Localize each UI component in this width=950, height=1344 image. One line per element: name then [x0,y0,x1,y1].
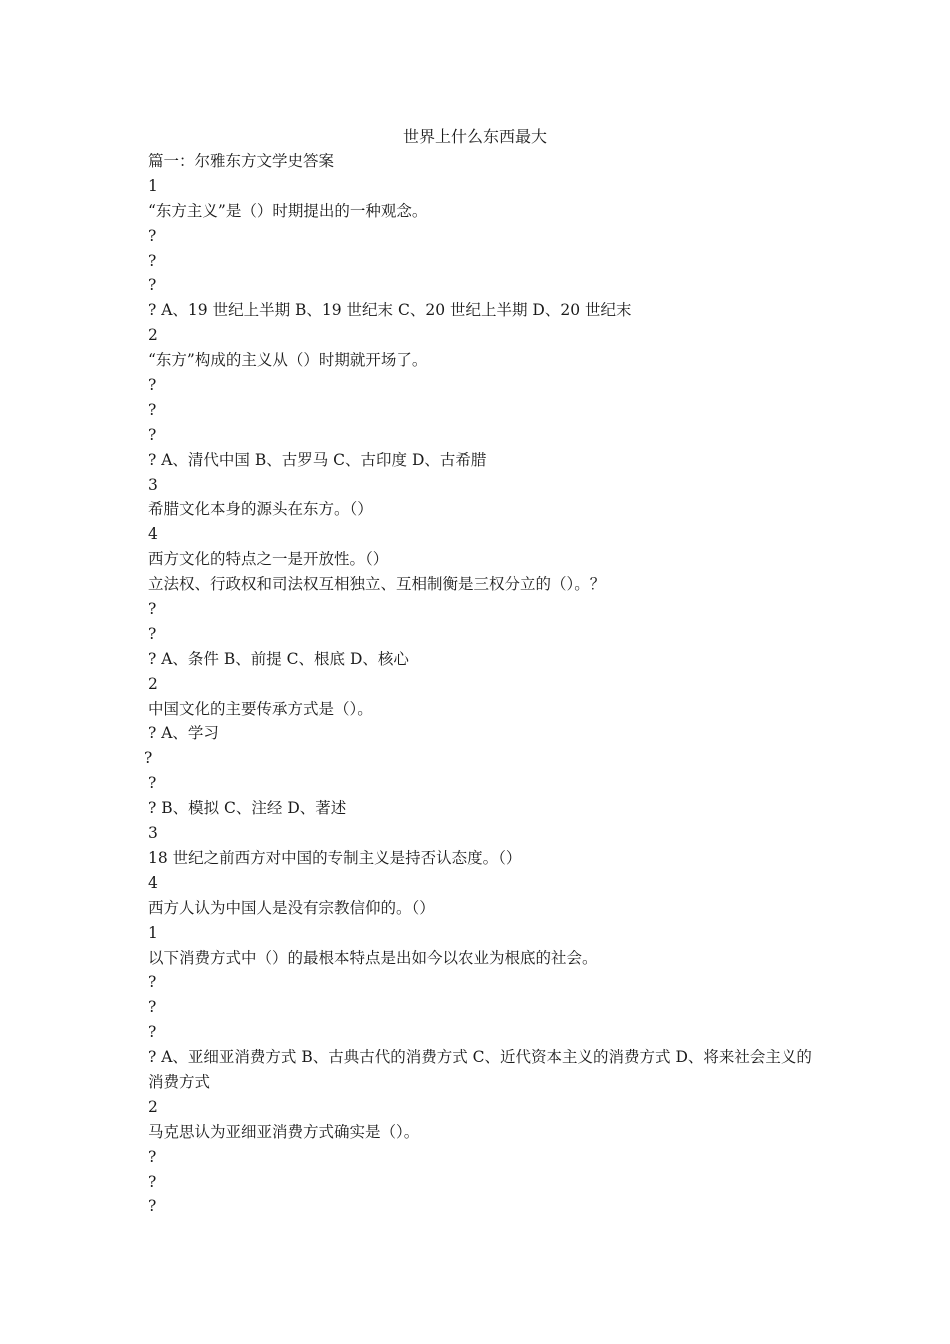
placeholder-mark: ? [148,276,157,295]
question-number: 1 [148,923,158,942]
placeholder-mark: ? [148,1147,157,1166]
answer-options: ? A、19 世纪上半期 B、19 世纪末 C、20 世纪上半期 D、20 世纪末 [148,301,632,320]
question-number: 3 [148,824,158,843]
question-number: 2 [148,1097,158,1116]
question-number: 2 [148,326,158,345]
answer-options: ? A、亚细亚消费方式 B、古典古代的消费方式 C、近代资本主义的消费方式 D、将来社会主义的消费方式 [148,1048,812,1091]
question-number: 4 [148,873,158,892]
question-number: 3 [148,475,158,494]
answer-options: ? B、模拟 C、注经 D、著述 [148,799,347,818]
placeholder-mark: ? [144,749,153,768]
answer-options: ? A、清代中国 B、古罗马 C、古印度 D、古希腊 [148,450,487,469]
section-heading: 篇一：尔雅东方文学史答案 [148,152,335,170]
question-text: 西方文化的特点之一是开放性。（） [148,550,389,569]
question-number: 2 [148,674,158,693]
question-text: 中国文化的主要传承方式是（）。 [148,699,373,718]
placeholder-mark: ? [148,774,157,793]
question-text: 西方人认为中国人是没有宗教信仰的。（） [148,898,435,917]
document-body [144,149,818,1219]
answer-options: ? A、条件 B、前提 C、根底 D、核心 [148,649,409,668]
placeholder-mark: ? [148,600,157,619]
document-title: 世界上什么东西最大 [402,127,547,146]
question-text: “东方”构成的主义从（）时期就开场了。 [148,351,428,370]
question-text: 立法权、行政权和司法权互相独立、互相制衡是三权分立的（）。？ [148,575,606,594]
placeholder-mark: ? [148,973,157,992]
placeholder-mark: ? [148,400,157,419]
question-number: 1 [148,176,158,195]
question-text: 18 世纪之前西方对中国的专制主义是持否认态度。（） [148,848,522,867]
question-text: 以下消费方式中（）的最根本特点是出如今以农业为根底的社会。 [148,948,598,967]
question-number: 4 [148,525,158,544]
question-text: 马克思认为亚细亚消费方式确实是（）。 [148,1122,420,1141]
placeholder-mark: ? [148,1197,157,1216]
placeholder-mark: ? [148,1023,157,1042]
placeholder-mark: ? [148,998,157,1017]
placeholder-mark: ? [148,251,157,270]
placeholder-mark: ? [148,376,157,395]
placeholder-mark: ? [148,624,157,643]
placeholder-mark: ? [148,226,157,245]
answer-options: ? A、学习 [148,724,219,743]
placeholder-mark: ? [148,1172,157,1191]
placeholder-mark: ? [148,425,157,444]
question-text: “东方主义”是（）时期提出的一种观念。 [148,201,428,220]
question-text: 希腊文化本身的源头在东方。（） [148,500,373,519]
